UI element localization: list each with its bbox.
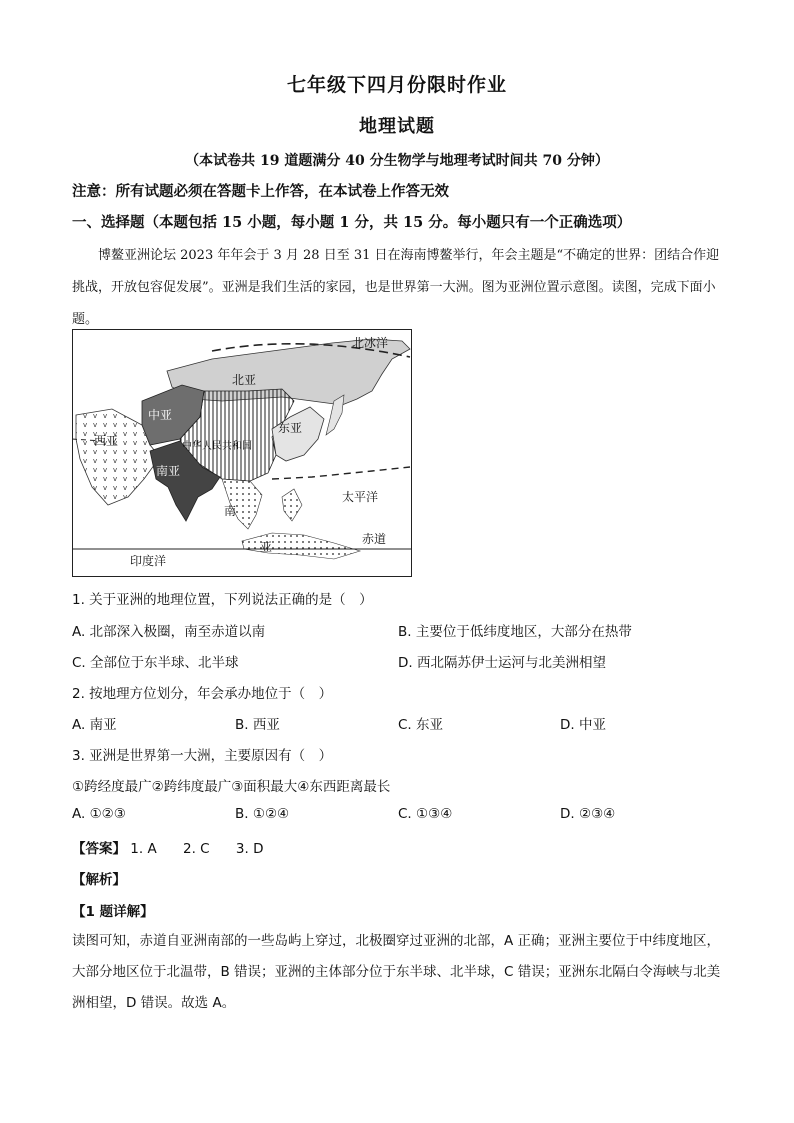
asia-location-map <box>72 329 412 577</box>
question-2-option-c[interactable]: C. 东亚 <box>398 717 444 733</box>
label-southeast-asia: 亚 <box>260 540 273 554</box>
exam-title: 七年级下四月份限时作业 <box>286 74 507 96</box>
section-title: 一、选择题（本题包括 15 小题，每小题 1 分，共 15 分。每小题只有一个正确选项） <box>72 214 632 231</box>
analysis-detail-tag: 【1 题详解】 <box>72 904 154 920</box>
label-indian-ocean: 印度洋 <box>130 554 167 568</box>
answer-tag: 【答案】 <box>72 841 126 857</box>
question-1-option-b[interactable]: B. 主要位于低纬度地区，大部分在热带 <box>398 624 632 640</box>
label-china: 中华人民共和国 <box>182 441 252 452</box>
label-equator: 赤道 <box>362 532 387 546</box>
analysis-text: 读图可知，赤道自亚洲南部的一些岛屿上穿过，北极圈穿过亚洲的北部，A 正确；亚洲主要位于中纬度地区，大部分地区位于北温带，B 错误；亚洲的主体部分位于东半球、北半球，C 错误；亚洲东北隔白令海峡与北美洲相望，D 错误。故选 A。 <box>72 933 721 1011</box>
answer-line <box>72 837 286 857</box>
question-3-option-b[interactable]: B. ①②④ <box>235 806 290 822</box>
question-3-sub: ①跨经度最广②跨纬度最广③面积最大④东西距离最长 <box>72 779 391 795</box>
label-pacific: 太平洋 <box>342 490 379 504</box>
question-2-stem: 2. 按地理方位划分，年会承办地位于（ ） <box>72 686 333 702</box>
question-1-stem: 1. 关于亚洲的地理位置，下列说法正确的是（ ） <box>72 592 373 608</box>
question-1-option-c[interactable]: C. 全部位于东半球、北半球 <box>72 655 239 671</box>
question-2-option-a[interactable]: A. 南亚 <box>72 717 117 733</box>
answer-item-1: 1. A <box>130 841 157 857</box>
question-3-stem: 3. 亚洲是世界第一大洲，主要原因有（ ） <box>72 748 333 764</box>
question-3-option-d[interactable]: D. ②③④ <box>560 806 616 822</box>
label-west-asia: 西亚 <box>94 434 119 448</box>
question-1-option-d[interactable]: D. 西北隔苏伊士运河与北美洲相望 <box>398 655 606 671</box>
intro-paragraph: 博鳌亚洲论坛 2023 年年会于 3 月 28 日至 31 日在海南博鳌举行，年会主题是“不确定的世界：团结合作迎挑战，开放包容促发展”。亚洲是我们生活的家园，也是世界第一大洲。图为亚洲位置示意图。读图，完成下面小题。 <box>72 248 720 327</box>
question-3-option-a[interactable]: A. ①②③ <box>72 806 126 822</box>
label-east-asia: 东亚 <box>278 421 303 435</box>
question-3-option-c[interactable]: C. ①③④ <box>398 806 453 822</box>
analysis-tag: 【解析】 <box>72 872 126 888</box>
exam-subtitle: （本试卷共 19 道题满分 40 分生物学与地理考试时间共 70 分钟） <box>185 153 609 169</box>
label-arctic: 北冰洋 <box>352 336 389 350</box>
label-north-asia: 北亚 <box>232 373 257 387</box>
answer-item-3: 3. D <box>235 841 264 857</box>
question-2-option-b[interactable]: B. 西亚 <box>235 717 280 733</box>
exam-notice: 注意：所有试题必须在答题卡上作答，在本试卷上作答无效 <box>72 183 449 200</box>
question-2-option-d[interactable]: D. 中亚 <box>560 717 606 733</box>
label-central-asia: 中亚 <box>148 408 173 422</box>
subject-title: 地理试题 <box>359 116 435 137</box>
label-south-asia: 南亚 <box>156 464 181 478</box>
answer-item-2: 2. C <box>183 841 210 857</box>
label-southeast-south: 南 <box>224 504 237 518</box>
question-1-option-a[interactable]: A. 北部深入极圈，南至赤道以南 <box>72 624 266 640</box>
